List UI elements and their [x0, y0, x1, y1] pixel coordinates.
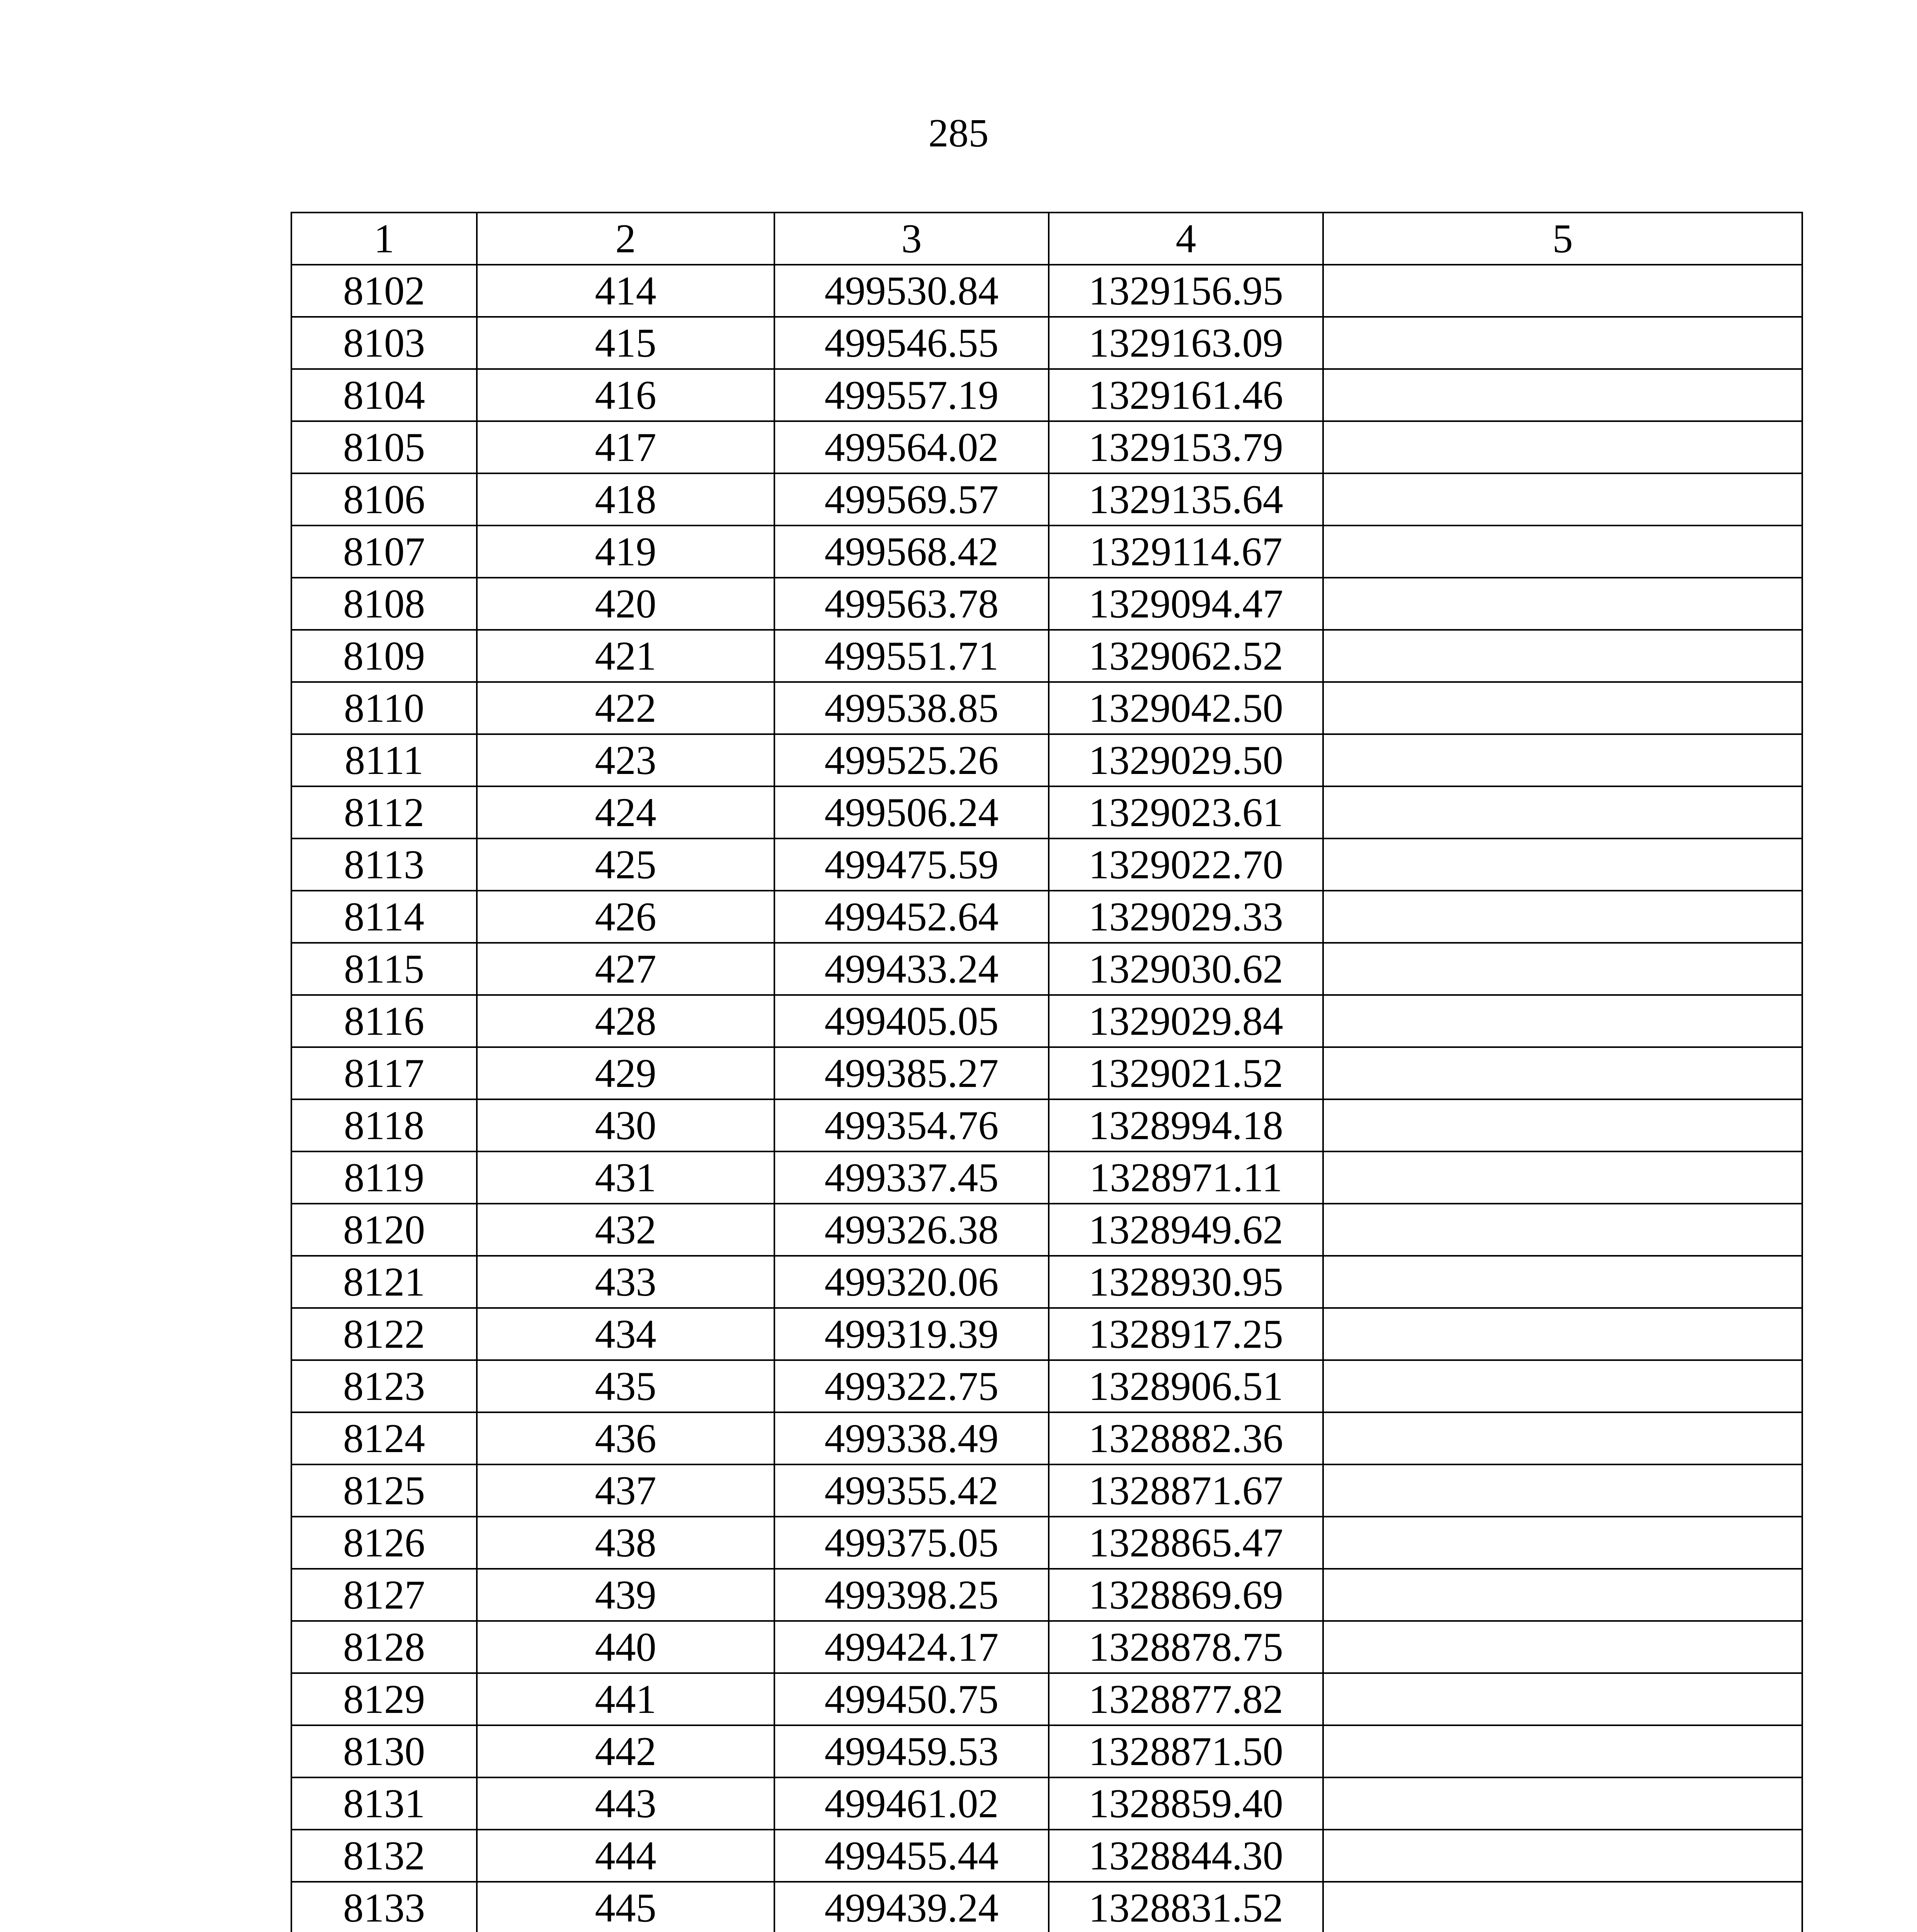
table-row [291, 1673, 1802, 1725]
table-cell-col-2: 415 [477, 317, 774, 369]
table-cell-col-5 [1323, 526, 1802, 578]
table-cell-col-1: 8128 [291, 1621, 477, 1673]
table-cell-col-1: 8110 [291, 682, 477, 734]
table-cell-col-2: 418 [477, 473, 774, 526]
header-cell-col-5: 5 [1323, 213, 1802, 265]
table-cell-col-1: 8120 [291, 1204, 477, 1256]
table-cell-col-5 [1323, 1047, 1802, 1099]
table-cell-col-4: 1328878.75 [1049, 1621, 1323, 1673]
table-cell-col-3: 499530.84 [774, 265, 1049, 317]
table-cell-col-4: 1329114.67 [1049, 526, 1323, 578]
table-cell-col-2: 443 [477, 1777, 774, 1830]
table-cell-col-2: 421 [477, 630, 774, 682]
table-cell-col-4: 1328831.52 [1049, 1882, 1323, 1932]
table-cell-col-5 [1323, 1151, 1802, 1204]
table-cell-col-2: 431 [477, 1151, 774, 1204]
table-cell-col-5 [1323, 1360, 1802, 1412]
table-cell-col-4: 1329021.52 [1049, 1047, 1323, 1099]
table-row [291, 1256, 1802, 1308]
table-cell-col-1: 8123 [291, 1360, 477, 1412]
table-cell-col-2: 433 [477, 1256, 774, 1308]
table-cell-col-5 [1323, 734, 1802, 786]
table-cell-col-5 [1323, 578, 1802, 630]
table-cell-col-4: 1328871.50 [1049, 1725, 1323, 1777]
table-cell-col-2: 430 [477, 1099, 774, 1151]
table-cell-col-2: 428 [477, 995, 774, 1047]
table-cell-col-4: 1329062.52 [1049, 630, 1323, 682]
table-cell-col-1: 8116 [291, 995, 477, 1047]
table-cell-col-5 [1323, 369, 1802, 421]
table-cell-col-2: 416 [477, 369, 774, 421]
header-cell-col-2: 2 [477, 213, 774, 265]
table-cell-col-2: 424 [477, 786, 774, 838]
table-cell-col-4: 1328971.11 [1049, 1151, 1323, 1204]
table-cell-col-2: 442 [477, 1725, 774, 1777]
table-body [291, 213, 1802, 1932]
table-cell-col-1: 8126 [291, 1517, 477, 1569]
table-row [291, 1621, 1802, 1673]
table-cell-col-3: 499355.42 [774, 1464, 1049, 1517]
table-cell-col-4: 1329023.61 [1049, 786, 1323, 838]
table-cell-col-1: 8117 [291, 1047, 477, 1099]
table-cell-col-1: 8102 [291, 265, 477, 317]
table-cell-col-1: 8105 [291, 421, 477, 473]
table-cell-col-2: 434 [477, 1308, 774, 1360]
table-cell-col-4: 1329029.50 [1049, 734, 1323, 786]
table-row [291, 1725, 1802, 1777]
table-cell-col-4: 1329042.50 [1049, 682, 1323, 734]
table-cell-col-1: 8130 [291, 1725, 477, 1777]
table-cell-col-3: 499475.59 [774, 838, 1049, 891]
table-cell-col-5 [1323, 1464, 1802, 1517]
table-cell-col-2: 420 [477, 578, 774, 630]
table-cell-col-2: 427 [477, 943, 774, 995]
table-row [291, 1360, 1802, 1412]
table-row [291, 1099, 1802, 1151]
table-cell-col-2: 419 [477, 526, 774, 578]
table-row [291, 317, 1802, 369]
table-cell-col-5 [1323, 1621, 1802, 1673]
table-cell-col-4: 1328865.47 [1049, 1517, 1323, 1569]
table-cell-col-3: 499538.85 [774, 682, 1049, 734]
table-cell-col-5 [1323, 1569, 1802, 1621]
table-cell-col-4: 1328906.51 [1049, 1360, 1323, 1412]
table-cell-col-3: 499320.06 [774, 1256, 1049, 1308]
table-cell-col-5 [1323, 473, 1802, 526]
table-cell-col-2: 426 [477, 891, 774, 943]
table-row [291, 734, 1802, 786]
table-cell-col-2: 440 [477, 1621, 774, 1673]
table-cell-col-1: 8125 [291, 1464, 477, 1517]
table-cell-col-4: 1328882.36 [1049, 1412, 1323, 1464]
table-cell-col-1: 8118 [291, 1099, 477, 1151]
table-cell-col-3: 499563.78 [774, 578, 1049, 630]
table-row [291, 995, 1802, 1047]
table-cell-col-3: 499338.49 [774, 1412, 1049, 1464]
table-cell-col-5 [1323, 1673, 1802, 1725]
table-row [291, 682, 1802, 734]
table-cell-col-2: 422 [477, 682, 774, 734]
table-cell-col-1: 8104 [291, 369, 477, 421]
table-row [291, 265, 1802, 317]
table-cell-col-5 [1323, 1517, 1802, 1569]
table-cell-col-2: 414 [477, 265, 774, 317]
table-cell-col-2: 439 [477, 1569, 774, 1621]
table-cell-col-5 [1323, 1725, 1802, 1777]
table-cell-col-5 [1323, 421, 1802, 473]
table-cell-col-4: 1328859.40 [1049, 1777, 1323, 1830]
table-row [291, 1569, 1802, 1621]
table-cell-col-4: 1328871.67 [1049, 1464, 1323, 1517]
table-row [291, 1204, 1802, 1256]
table-cell-col-4: 1328949.62 [1049, 1204, 1323, 1256]
table-row [291, 1151, 1802, 1204]
table-cell-col-5 [1323, 682, 1802, 734]
table-cell-col-3: 499452.64 [774, 891, 1049, 943]
table-row [291, 1047, 1802, 1099]
table-cell-col-3: 499461.02 [774, 1777, 1049, 1830]
table-cell-col-3: 499322.75 [774, 1360, 1049, 1412]
table-cell-col-2: 436 [477, 1412, 774, 1464]
table-row [291, 1882, 1802, 1932]
table-cell-col-1: 8111 [291, 734, 477, 786]
table-cell-col-3: 499568.42 [774, 526, 1049, 578]
table-row [291, 369, 1802, 421]
table-cell-col-2: 429 [477, 1047, 774, 1099]
table-cell-col-3: 499564.02 [774, 421, 1049, 473]
table-cell-col-5 [1323, 943, 1802, 995]
table-cell-col-5 [1323, 265, 1802, 317]
table-cell-col-5 [1323, 1830, 1802, 1882]
table-cell-col-3: 499450.75 [774, 1673, 1049, 1725]
table-cell-col-3: 499569.57 [774, 473, 1049, 526]
table-cell-col-1: 8132 [291, 1830, 477, 1882]
table-row [291, 891, 1802, 943]
table-cell-col-3: 499375.05 [774, 1517, 1049, 1569]
table-cell-col-1: 8124 [291, 1412, 477, 1464]
table-cell-col-3: 499405.05 [774, 995, 1049, 1047]
table-row [291, 1830, 1802, 1882]
table-row [291, 1464, 1802, 1517]
table-cell-col-2: 438 [477, 1517, 774, 1569]
table-cell-col-3: 499525.26 [774, 734, 1049, 786]
table-cell-col-1: 8114 [291, 891, 477, 943]
table-cell-col-3: 499354.76 [774, 1099, 1049, 1151]
table-row [291, 838, 1802, 891]
table-cell-col-3: 499439.24 [774, 1882, 1049, 1932]
table-cell-col-2: 432 [477, 1204, 774, 1256]
table-cell-col-2: 437 [477, 1464, 774, 1517]
table-row [291, 786, 1802, 838]
table-cell-col-2: 441 [477, 1673, 774, 1725]
table-cell-col-1: 8108 [291, 578, 477, 630]
table-cell-col-5 [1323, 995, 1802, 1047]
header-cell-col-3: 3 [774, 213, 1049, 265]
table-cell-col-4: 1328917.25 [1049, 1308, 1323, 1360]
table-row [291, 526, 1802, 578]
table-cell-col-1: 8109 [291, 630, 477, 682]
table-cell-col-3: 499398.25 [774, 1569, 1049, 1621]
table-cell-col-3: 499455.44 [774, 1830, 1049, 1882]
table-row [291, 1777, 1802, 1830]
table-cell-col-1: 8131 [291, 1777, 477, 1830]
header-cell-col-1: 1 [291, 213, 477, 265]
table-cell-col-3: 499546.55 [774, 317, 1049, 369]
table-cell-col-2: 435 [477, 1360, 774, 1412]
table-row [291, 1308, 1802, 1360]
table-row [291, 630, 1802, 682]
table-cell-col-3: 499424.17 [774, 1621, 1049, 1673]
table-cell-col-5 [1323, 630, 1802, 682]
table-cell-col-2: 444 [477, 1830, 774, 1882]
table-cell-col-3: 499326.38 [774, 1204, 1049, 1256]
table-cell-col-4: 1328877.82 [1049, 1673, 1323, 1725]
table-cell-col-5 [1323, 317, 1802, 369]
table-cell-col-1: 8113 [291, 838, 477, 891]
table-cell-col-4: 1329156.95 [1049, 265, 1323, 317]
table-cell-col-3: 499385.27 [774, 1047, 1049, 1099]
table-cell-col-4: 1329094.47 [1049, 578, 1323, 630]
table-cell-col-5 [1323, 786, 1802, 838]
table-cell-col-1: 8119 [291, 1151, 477, 1204]
table-row [291, 1412, 1802, 1464]
table-cell-col-4: 1328994.18 [1049, 1099, 1323, 1151]
table-cell-col-1: 8112 [291, 786, 477, 838]
table-cell-col-3: 499319.39 [774, 1308, 1049, 1360]
page-number: 285 [928, 111, 989, 155]
table-cell-col-1: 8129 [291, 1673, 477, 1725]
table-cell-col-4: 1329163.09 [1049, 317, 1323, 369]
table-cell-col-2: 445 [477, 1882, 774, 1932]
table-cell-col-1: 8107 [291, 526, 477, 578]
table-cell-col-4: 1329029.33 [1049, 891, 1323, 943]
table-row [291, 578, 1802, 630]
header-cell-col-4: 4 [1049, 213, 1323, 265]
table-cell-col-4: 1329030.62 [1049, 943, 1323, 995]
table-cell-col-4: 1329029.84 [1049, 995, 1323, 1047]
table-cell-col-4: 1329022.70 [1049, 838, 1323, 891]
table-cell-col-1: 8121 [291, 1256, 477, 1308]
table-cell-col-5 [1323, 1882, 1802, 1932]
table-cell-col-5 [1323, 1099, 1802, 1151]
table-row [291, 473, 1802, 526]
table-cell-col-1: 8133 [291, 1882, 477, 1932]
table-cell-col-3: 499557.19 [774, 369, 1049, 421]
table-cell-col-5 [1323, 1256, 1802, 1308]
table-cell-col-4: 1329135.64 [1049, 473, 1323, 526]
table-cell-col-4: 1328844.30 [1049, 1830, 1323, 1882]
table-cell-col-5 [1323, 1204, 1802, 1256]
table-cell-col-4: 1329153.79 [1049, 421, 1323, 473]
table-cell-col-3: 499337.45 [774, 1151, 1049, 1204]
table-cell-col-4: 1328869.69 [1049, 1569, 1323, 1621]
table-cell-col-1: 8122 [291, 1308, 477, 1360]
table-cell-col-3: 499551.71 [774, 630, 1049, 682]
table-cell-col-5 [1323, 1308, 1802, 1360]
table-row [291, 943, 1802, 995]
table-cell-col-2: 417 [477, 421, 774, 473]
table-cell-col-3: 499459.53 [774, 1725, 1049, 1777]
table-cell-col-3: 499506.24 [774, 786, 1049, 838]
table-cell-col-1: 8127 [291, 1569, 477, 1621]
coordinates-table [291, 212, 1803, 1932]
table-cell-col-1: 8103 [291, 317, 477, 369]
table-cell-col-5 [1323, 1777, 1802, 1830]
table-cell-col-5 [1323, 891, 1802, 943]
table-cell-col-3: 499433.24 [774, 943, 1049, 995]
table-cell-col-4: 1329161.46 [1049, 369, 1323, 421]
table-header-row [291, 213, 1802, 265]
table-cell-col-2: 423 [477, 734, 774, 786]
table-row [291, 1517, 1802, 1569]
table-cell-col-5 [1323, 1412, 1802, 1464]
table-cell-col-1: 8115 [291, 943, 477, 995]
table-cell-col-2: 425 [477, 838, 774, 891]
table-cell-col-5 [1323, 838, 1802, 891]
table-cell-col-1: 8106 [291, 473, 477, 526]
table-row [291, 421, 1802, 473]
table-cell-col-4: 1328930.95 [1049, 1256, 1323, 1308]
